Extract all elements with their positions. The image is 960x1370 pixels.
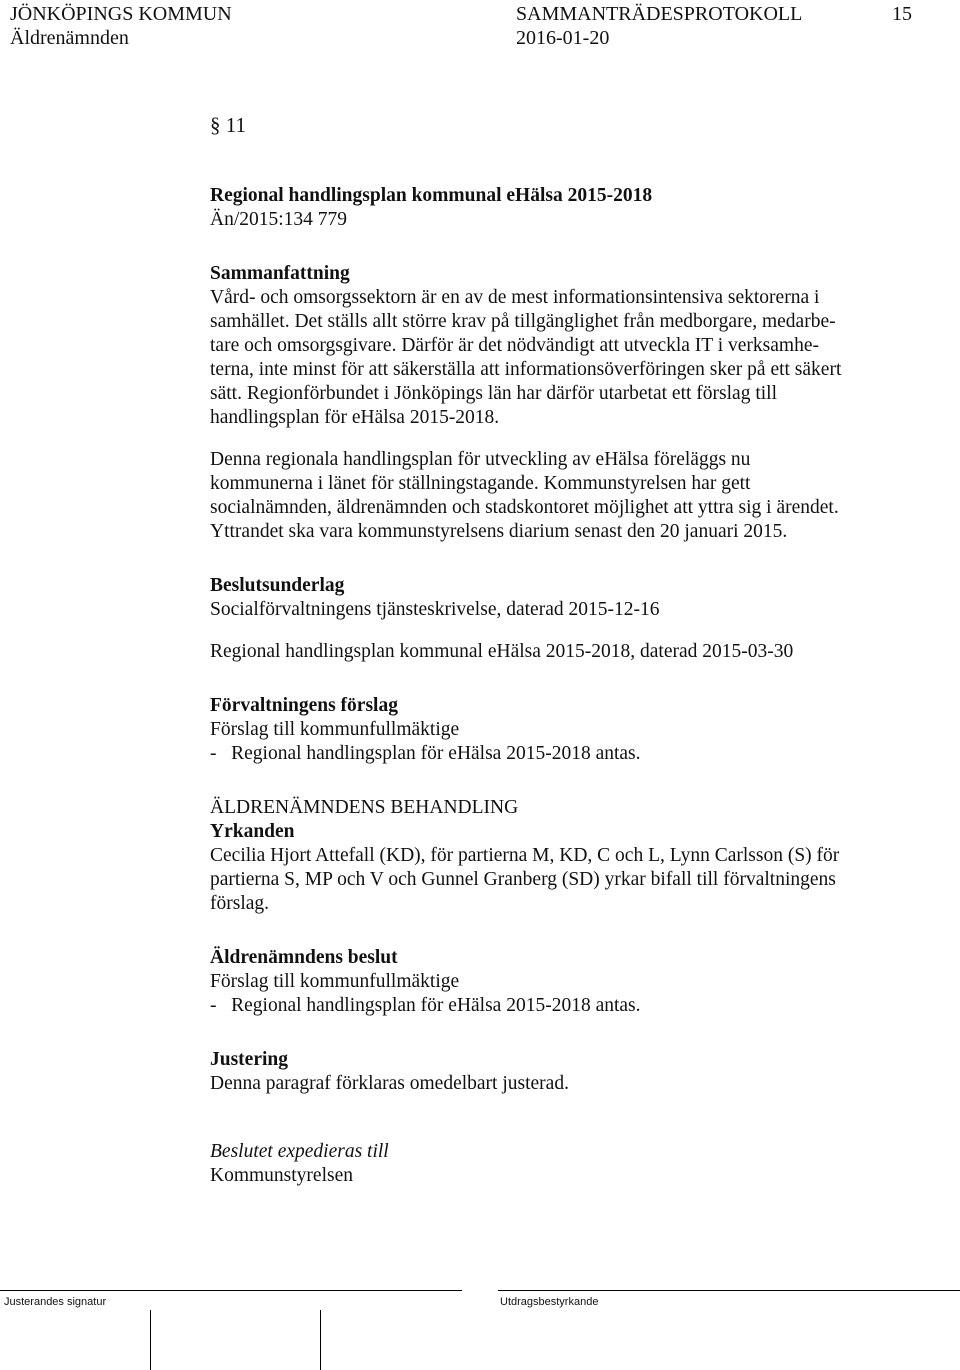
certification-label: Utdragsbestyrkande <box>500 1296 599 1308</box>
case-number: Än/2015:134 779 <box>210 209 348 230</box>
paragraph-number: § 11 <box>210 113 246 137</box>
signature-label: Justerandes signatur <box>4 1296 107 1308</box>
motions-line: partierna S, MP och V och Gunnel Granberg (SD) yrkar bifall till förvaltningens <box>210 869 836 890</box>
summary-line: terna, inte minst för att säkerställa att informationsöverföringen sker på ett säkert <box>210 359 842 380</box>
municipality-name: JÖNKÖPINGS KOMMUN <box>10 3 232 25</box>
basis-heading: Beslutsunderlag <box>210 575 345 596</box>
meeting-date: 2016-01-20 <box>516 27 610 49</box>
motions-line: Cecilia Hjort Attefall (KD), för partierna M, KD, C och L, Lynn Carlsson (S) för <box>210 845 840 866</box>
certification-rule <box>498 1290 960 1291</box>
page-number: 15 <box>892 3 912 25</box>
signature-rule <box>0 1290 462 1291</box>
summary-line: sätt. Regionförbundet i Jönköpings län har därför utarbetat ett förslag till <box>210 383 777 404</box>
proposal-line: - Regional handlingsplan för eHälsa 2015-2018 antas. <box>210 743 641 764</box>
summary-heading: Sammanfattning <box>210 263 350 284</box>
summary-line: Yttrandet ska vara kommunstyrelsens diarium senast den 20 januari 2015. <box>210 521 788 542</box>
summary-line: kommunerna i länet för ställningstagande. Kommunstyrelsen har gett <box>210 473 751 494</box>
summary-line: handlingsplan för eHälsa 2015-2018. <box>210 407 500 428</box>
header-middle <box>516 2 802 50</box>
signature-box-divider <box>150 1310 151 1370</box>
basis-item: Regional handlingsplan kommunal eHälsa 2015-2018, daterad 2015-03-30 <box>210 641 794 662</box>
adjust-heading: Justering <box>210 1049 288 1070</box>
decision-heading: Äldrenämndens beslut <box>210 947 398 968</box>
summary-line: samhället. Det ställs allt större krav på tillgänglighet från medborgare, medarbe- <box>210 311 836 332</box>
summary-line: tare och omsorgsgivare. Därför är det nödvändigt att utveckla IT i verksamhe- <box>210 335 819 356</box>
decision-line: - Regional handlingsplan för eHälsa 2015-2018 antas. <box>210 995 641 1016</box>
motions-line: förslag. <box>210 893 270 914</box>
item-title: Regional handlingsplan kommunal eHälsa 2015-2018 <box>210 185 653 206</box>
summary-line: socialnämnden, äldrenämnden och stadskontoret möjlighet att yttra sig i ärendet. <box>210 497 839 518</box>
motions-heading: Yrkanden <box>210 821 295 842</box>
header-left <box>10 2 232 50</box>
sent-heading: Beslutet expedieras till <box>210 1141 389 1162</box>
summary-line: Denna regionala handlingsplan för utveckling av eHälsa föreläggs nu <box>210 449 751 470</box>
adjust-line: Denna paragraf förklaras omedelbart justerad. <box>210 1073 569 1094</box>
document-body <box>210 184 910 1188</box>
proposal-heading: Förvaltningens förslag <box>210 695 398 716</box>
signature-footer <box>0 1288 960 1370</box>
board-name: Äldrenämnden <box>10 27 129 49</box>
proposal-line: Förslag till kommunfullmäktige <box>210 719 460 740</box>
decision-line: Förslag till kommunfullmäktige <box>210 971 460 992</box>
sent-line: Kommunstyrelsen <box>210 1165 353 1186</box>
basis-item: Socialförvaltningens tjänsteskrivelse, daterad 2015-12-16 <box>210 599 660 620</box>
handling-heading: ÄLDRENÄMNDENS BEHANDLING <box>210 797 519 818</box>
header-right <box>892 2 912 26</box>
signature-box-divider <box>320 1310 321 1370</box>
summary-line: Vård- och omsorgssektorn är en av de mest informationsintensiva sektorerna i <box>210 287 820 308</box>
document-type: SAMMANTRÄDESPROTOKOLL <box>516 3 803 25</box>
